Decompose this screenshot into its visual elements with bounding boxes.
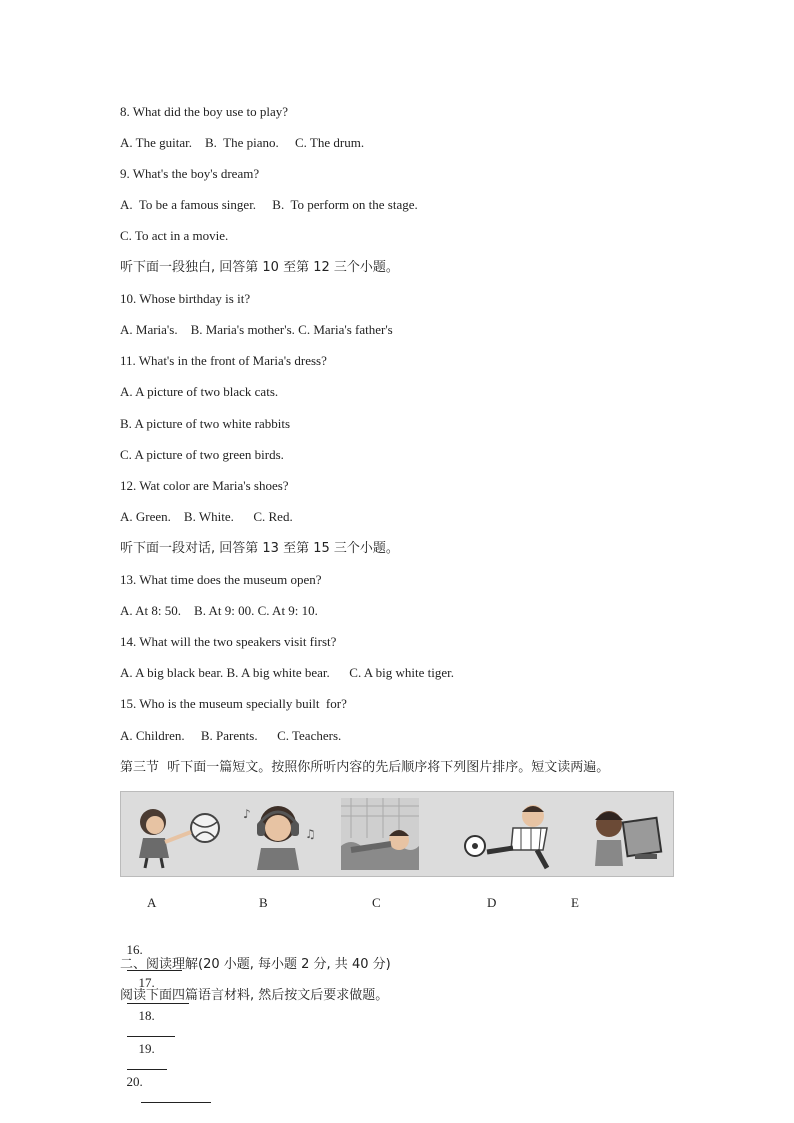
- line-17: 14. What will the two speakers visit first?: [120, 634, 337, 649]
- blank-20[interactable]: [141, 1090, 211, 1103]
- instruction: 阅读下面四篇语言材料, 然后按文后要求做题。: [120, 988, 389, 1003]
- line-15: 13. What time does the museum open?: [120, 572, 322, 587]
- line-4: C. To act in a movie.: [120, 228, 229, 243]
- svg-text:♪: ♪: [243, 807, 251, 821]
- girl-headphones-image: [233, 798, 323, 870]
- picture-label-d: D: [487, 895, 497, 910]
- line-20: A. Children. B. Parents. C. Teachers.: [120, 728, 342, 743]
- line-21: 第三节 听下面一篇短文。按照你所听内容的先后顺序将下列图片排序。短文读两遍。: [120, 760, 610, 775]
- picture-label-c: C: [372, 895, 381, 910]
- line-12: 12. Wat color are Maria's shoes?: [120, 478, 289, 493]
- blank-label-20: 20.: [126, 1074, 143, 1089]
- line-8: 11. What's in the front of Maria's dress?: [120, 353, 327, 368]
- svg-text:♫: ♫: [305, 827, 316, 841]
- line-9: A. A picture of two black cats.: [120, 384, 279, 399]
- boy-soccer-image: [451, 798, 566, 870]
- line-10: B. A picture of two white rabbits: [120, 416, 291, 431]
- girl-volleyball-image: [125, 798, 233, 870]
- blank-19[interactable]: [127, 1057, 167, 1070]
- line-2: 9. What's the boy's dream?: [120, 166, 260, 181]
- line-19: 15. Who is the museum specially built for?: [120, 696, 347, 711]
- line-11: C. A picture of two green birds.: [120, 447, 284, 462]
- blank-label-16: 16.: [126, 942, 143, 957]
- section-title: 二、阅读理解(20 小题, 每小题 2 分, 共 40 分): [120, 957, 391, 972]
- picture-label-b: B: [259, 895, 268, 910]
- line-13: A. Green. B. White. C. Red.: [120, 509, 293, 524]
- answer-blanks-row: [120, 926, 211, 1107]
- line-1: A. The guitar. B. The piano. C. The drum.: [120, 135, 365, 150]
- blank-label-18: 18.: [138, 1008, 155, 1023]
- line-0: 8. What did the boy use to play?: [120, 104, 289, 119]
- line-3: A. To be a famous singer. B. To perform on the stage.: [120, 197, 418, 212]
- blank-label-17: 17.: [138, 975, 155, 990]
- boy-computer-image: [579, 798, 671, 870]
- blank-label-19: 19.: [138, 1041, 155, 1056]
- line-6: 10. Whose birthday is it?: [120, 291, 251, 306]
- picture-label-a: A: [147, 895, 157, 910]
- picture-strip: [120, 791, 674, 877]
- line-18: A. A big black bear. B. A big white bear. C. A big white tiger.: [120, 665, 455, 680]
- picture-label-e: E: [571, 895, 579, 910]
- line-14: 听下面一段对话, 回答第 13 至第 15 三个小题。: [120, 541, 399, 556]
- line-16: A. At 8: 50. B. At 9: 00. C. At 9: 10.: [120, 603, 318, 618]
- line-7: A. Maria's. B. Maria's mother's. C. Maria's father's: [120, 322, 393, 337]
- blank-18[interactable]: [127, 1024, 175, 1037]
- line-5: 听下面一段独白, 回答第 10 至第 12 三个小题。: [120, 260, 399, 275]
- boy-swimming-image: [341, 798, 419, 870]
